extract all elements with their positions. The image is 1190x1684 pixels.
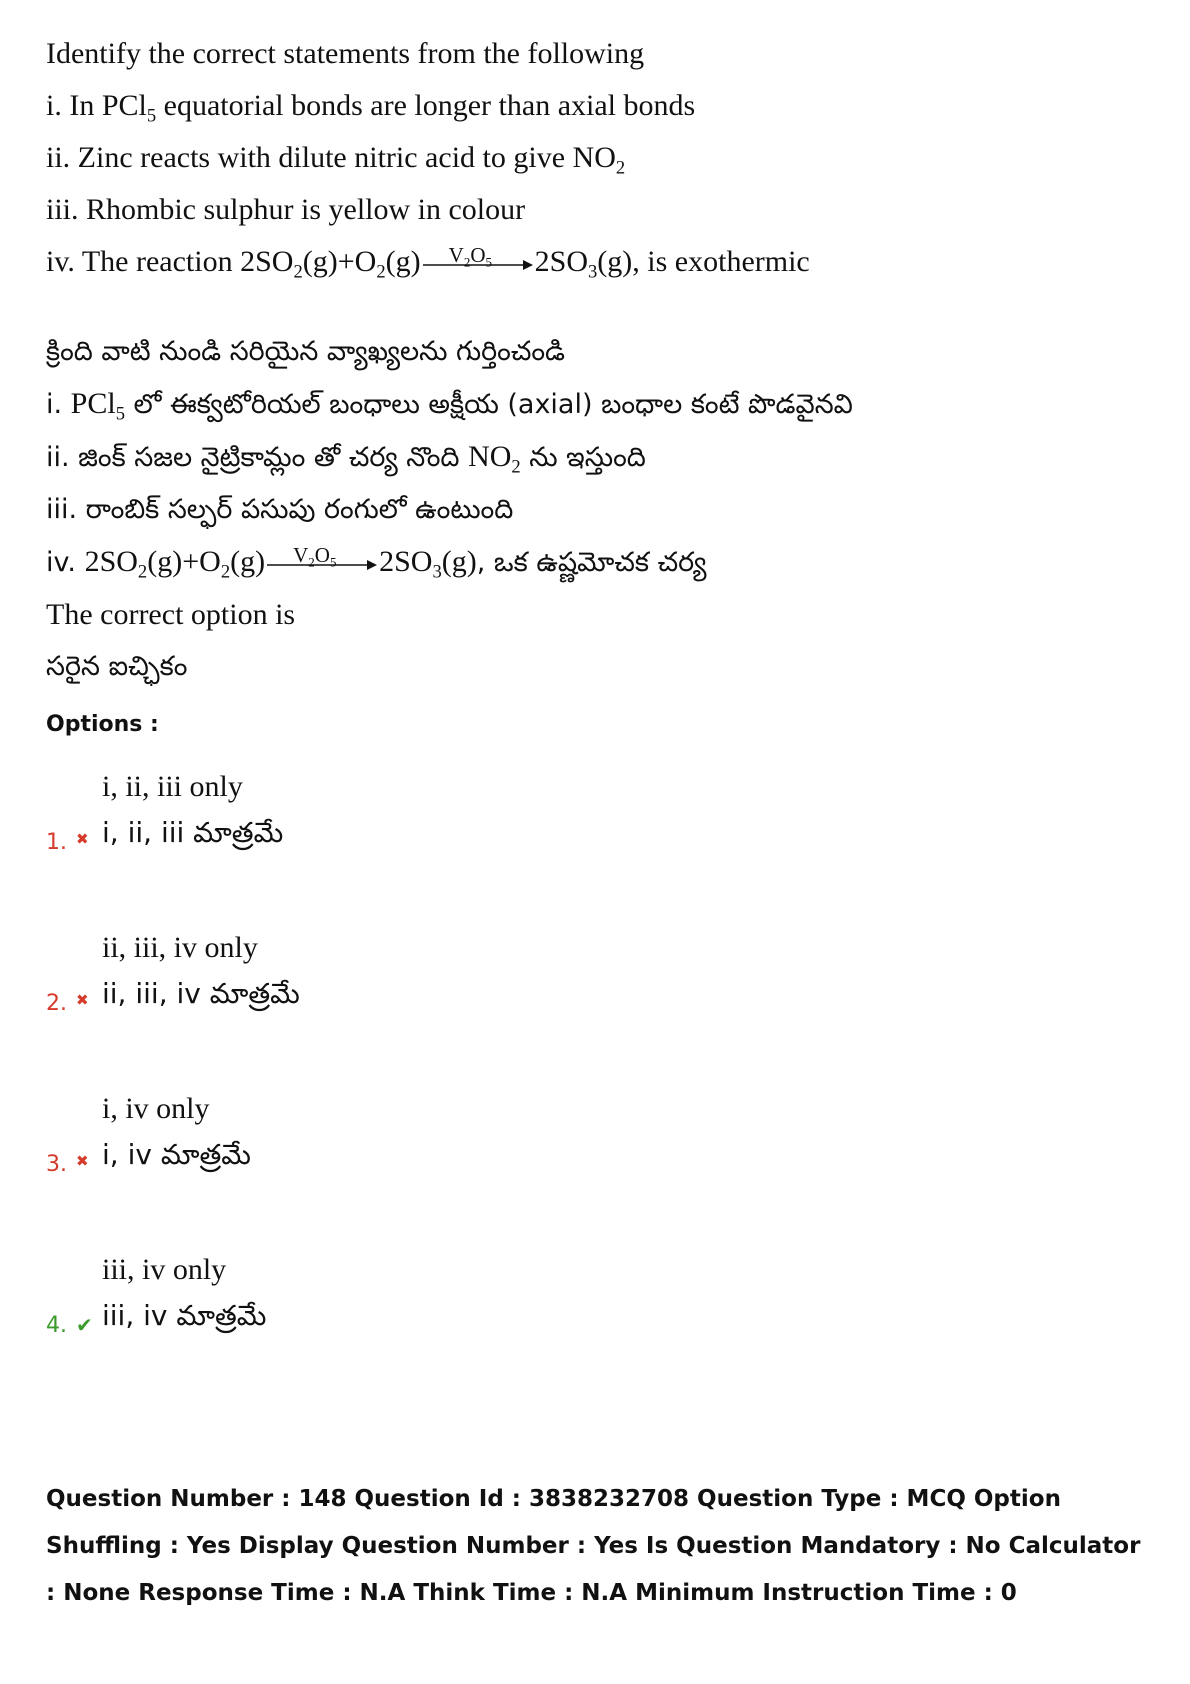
- option-text-te: i, ii, iii మాత్రమే: [102, 816, 284, 849]
- formula-no2-te: $NO_2$: [468, 440, 521, 478]
- reaction-reactants: $2SO_2(g)+O_2(g)$: [240, 245, 421, 283]
- option-text-te: iii, iv మాత్రమే: [102, 1299, 267, 1332]
- reaction-reactants-te: $2SO_2(g)+O_2(g)$: [84, 545, 266, 583]
- statement-en-1: i. In PCl$_5$ equatorial bonds are longer than axial bonds: [46, 89, 696, 127]
- question-prompt-te: క్రింది వాటి నుండి సరియైన వ్యాఖ్యలను గుర్తించండి: [46, 336, 566, 367]
- option-text-te: i, iv మాత్రమే: [102, 1138, 251, 1171]
- formula-no2: $NO_2$: [572, 141, 626, 179]
- reaction-arrow: [423, 243, 533, 279]
- catalyst-label: $V_2O_5$: [448, 243, 493, 270]
- option-number: 1.: [46, 830, 67, 855]
- option-text-te: ii, iii, iv మాత్రమే: [102, 977, 300, 1010]
- question-metadata: Question Number : 148 Question Id : 3838232708 Question Type : MCQ Option Shuffling : Yes Display Question Number : Yes Is Question Mandatory : No Calculator : None Response Time : N.A Think Time : N.A Minimum Instruction Time : 0: [46, 1486, 1141, 1606]
- option-number: 3.: [46, 1152, 67, 1177]
- reaction-product: $2SO_3(g)$: [534, 245, 633, 283]
- statement-en-4: iv. The reaction $2SO_2(g)+O_2(g)$ $V_2O_5$ $2SO_3(g)$, is exothermic: [46, 236, 1146, 288]
- catalyst-label-te: $V_2O_5$: [293, 543, 337, 570]
- option-number: 4.: [46, 1313, 67, 1338]
- statement-te-4: iv. $2SO_2(g)+O_2(g)$ $V_2O_5$ $2SO_3(g)$, ఒక ఉష్ణమోచక చర్య: [46, 536, 1146, 589]
- option-number: 2.: [46, 991, 67, 1016]
- cross-icon: ✖: [76, 830, 89, 848]
- option-text-en: i, iv only: [102, 1092, 210, 1125]
- option-text-en: iii, iv only: [102, 1253, 227, 1286]
- cross-icon: ✖: [76, 1152, 89, 1170]
- reaction-product-te: $2SO_3(g)$: [379, 545, 477, 583]
- statement-te-2: ii. జింక్ సజల నైట్రికామ్లం తో చర్య నొంది $NO_2$ ను ఇస్తుంది: [46, 440, 646, 478]
- option-4[interactable]: [46, 1253, 946, 1363]
- correct-option-te: సరైన ఐచ్ఛికం: [46, 651, 188, 682]
- statement-en-3: iii. Rhombic sulphur is yellow in colour: [46, 193, 526, 226]
- option-text-en: ii, iii, iv only: [102, 931, 258, 964]
- question-block: [46, 28, 1146, 693]
- options-label: Options :: [46, 712, 159, 737]
- cross-icon: ✖: [76, 991, 89, 1009]
- option-1[interactable]: [46, 770, 946, 880]
- reaction-arrow-te: [267, 543, 377, 579]
- statement-en-2: ii. Zinc reacts with dilute nitric acid to give $NO_2$: [46, 141, 626, 179]
- formula-pcl5-te: PCl$_5$: [70, 387, 126, 425]
- option-text-en: i, ii, iii only: [102, 770, 243, 803]
- statement-te-1: i. PCl$_5$ లో ఈక్వటోరియల్ బంధాలు అక్షీయ (axial) బంధాల కంటే పొడవైనవి: [46, 387, 853, 425]
- check-icon: ✔: [76, 1313, 93, 1337]
- formula-pcl5: PCl$_5$: [101, 89, 157, 127]
- correct-option-en: The correct option is: [46, 598, 296, 631]
- statement-te-3: iii. రాంబిక్ సల్ఫర్ పసుపు రంగులో ఉంటుంది: [46, 494, 514, 525]
- option-2[interactable]: [46, 931, 946, 1041]
- question-prompt-en: Identify the correct statements from the following: [46, 37, 645, 70]
- option-3[interactable]: [46, 1092, 946, 1202]
